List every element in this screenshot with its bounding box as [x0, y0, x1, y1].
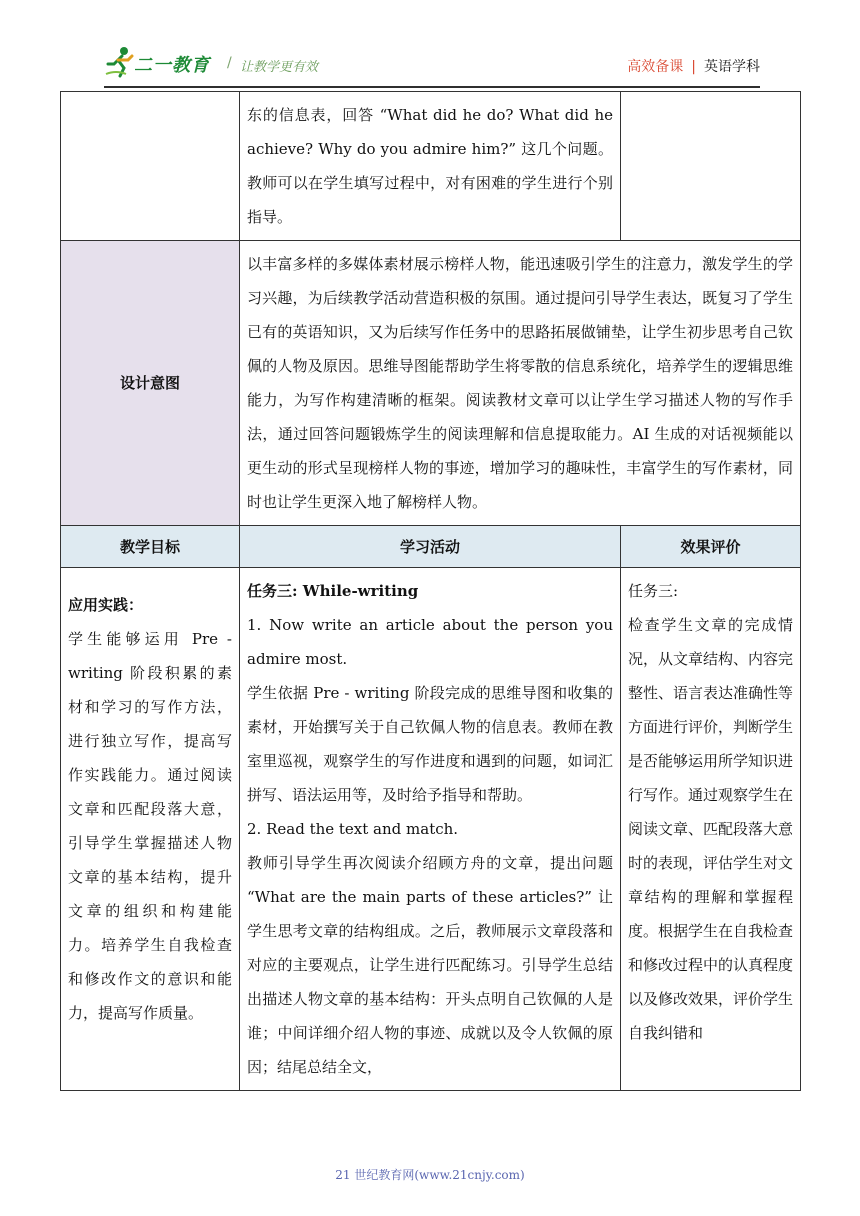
- page-footer: 21 世纪教育网(www.21cnjy.com): [335, 1168, 525, 1182]
- table-row-prev: [61, 92, 801, 241]
- design-label: 设计意图: [61, 241, 240, 526]
- task3-goal-text: 学生能够运用 Pre - writing 阶段积累的素材和学习的写作方法，进行独立写作，提高写作实践能力。通过阅读文章和匹配段落大意，引导学生掌握描述人物文章的基本结构，提升文章的组织和构建能力。培养学生自我检查和修改作文的意识和能力，提高写作质量。: [68, 630, 232, 1022]
- table-row-design: [61, 241, 801, 526]
- prev-eval-cell: [621, 92, 801, 241]
- task3-step2-desc: 教师引导学生再次阅读介绍顾方舟的文章，提出问题 “What are the main parts of these articles?” 让学生思考文章的结构组成。之后，教师展示文章段落和对应的主要观点，让学生进行匹配练习。引导学生总结出描述人物文章的基本结构：开头点明自己钦佩的人是谁；中间详细介绍人物的事迹、成就以及令人钦佩的原因；结尾总结全文，: [247, 854, 613, 1076]
- task3-step2: 2. Read the text and match.: [247, 820, 459, 838]
- runner-logo-icon: [104, 46, 134, 78]
- task3-activity-cell: [240, 568, 621, 1091]
- table-row-task3: [61, 568, 801, 1091]
- task3-activity-title: 任务三: While-writing: [247, 582, 419, 600]
- task3-step1: 1. Now write an article about the person you admire most.: [247, 616, 613, 668]
- header-tagline: 高效备课: [627, 59, 684, 75]
- header-right: [627, 56, 760, 76]
- task3-goal-cell: [61, 568, 240, 1091]
- prev-goal-cell: [61, 92, 240, 241]
- task3-eval-text: 检查学生文章的完成情况，从文章结构、内容完整性、语言表达准确性等方面进行评价，判断学生是否能够运用所学知识进行写作。通过观察学生在阅读文章、匹配段落大意时的表现，评估学生对文章结构的理解和掌握程度。根据学生在自我检查和修改过程中的认真程度以及修改效果，评价学生自我纠错和: [628, 616, 794, 1042]
- header-slogan: 让教学更有效: [240, 60, 319, 75]
- task3-goal-title: 应用实践：: [68, 596, 144, 614]
- column-header-evaluation: 效果评价: [621, 526, 801, 568]
- design-text: 以丰富多样的多媒体素材展示榜样人物，能迅速吸引学生的注意力，激发学生的学习兴趣，为后续教学活动营造积极的氛围。通过提问引导学生表达，既复习了学生已有的英语知识，又为后续写作任务中的思路拓展做铺垫，让学生初步思考自己钦佩的人物及原因。思维导图能帮助学生将零散的信息系统化，培养学生的逻辑思维能力，为写作构建清晰的框架。阅读教材文章可以让学生学习描述人物的写作手法，通过回答问题锻炼学生的阅读理解和信息提取能力。AI 生成的对话视频能以更生动的形式呈现榜样人物的事迹，增加学习的趣味性，丰富学生的写作素材，同时也让学生更深入地了解榜样人物。: [240, 241, 801, 526]
- logo-text: 二一教育: [134, 55, 210, 76]
- header-slash: /: [227, 55, 232, 71]
- lesson-plan-table: [60, 91, 801, 1091]
- table-row-headers: [61, 526, 801, 568]
- task3-step1-desc: 学生依据 Pre - writing 阶段完成的思维导图和收集的素材，开始撰写关于自己钦佩人物的信息表。教师在教室里巡视，观察学生的写作进度和遇到的问题，如词汇拼写、语法运用等，及时给予指导和帮助。: [247, 684, 613, 804]
- header-subject: 英语学科: [704, 59, 760, 75]
- task3-eval-cell: [621, 568, 801, 1091]
- prev-activity-cell: 东的信息表，回答 “What did he do? What did he achieve? Why do you admire him?” 这几个问题。教师可以在学生填写过程中，对有困难的学生进行个别指导。: [240, 92, 621, 241]
- header-separator: |: [691, 59, 696, 75]
- task3-eval-title: 任务三:: [628, 582, 679, 600]
- page-header: [0, 0, 860, 92]
- column-header-goal: 教学目标: [61, 526, 240, 568]
- header-divider: [104, 86, 760, 88]
- column-header-activity: 学习活动: [240, 526, 621, 568]
- logo: [104, 46, 224, 82]
